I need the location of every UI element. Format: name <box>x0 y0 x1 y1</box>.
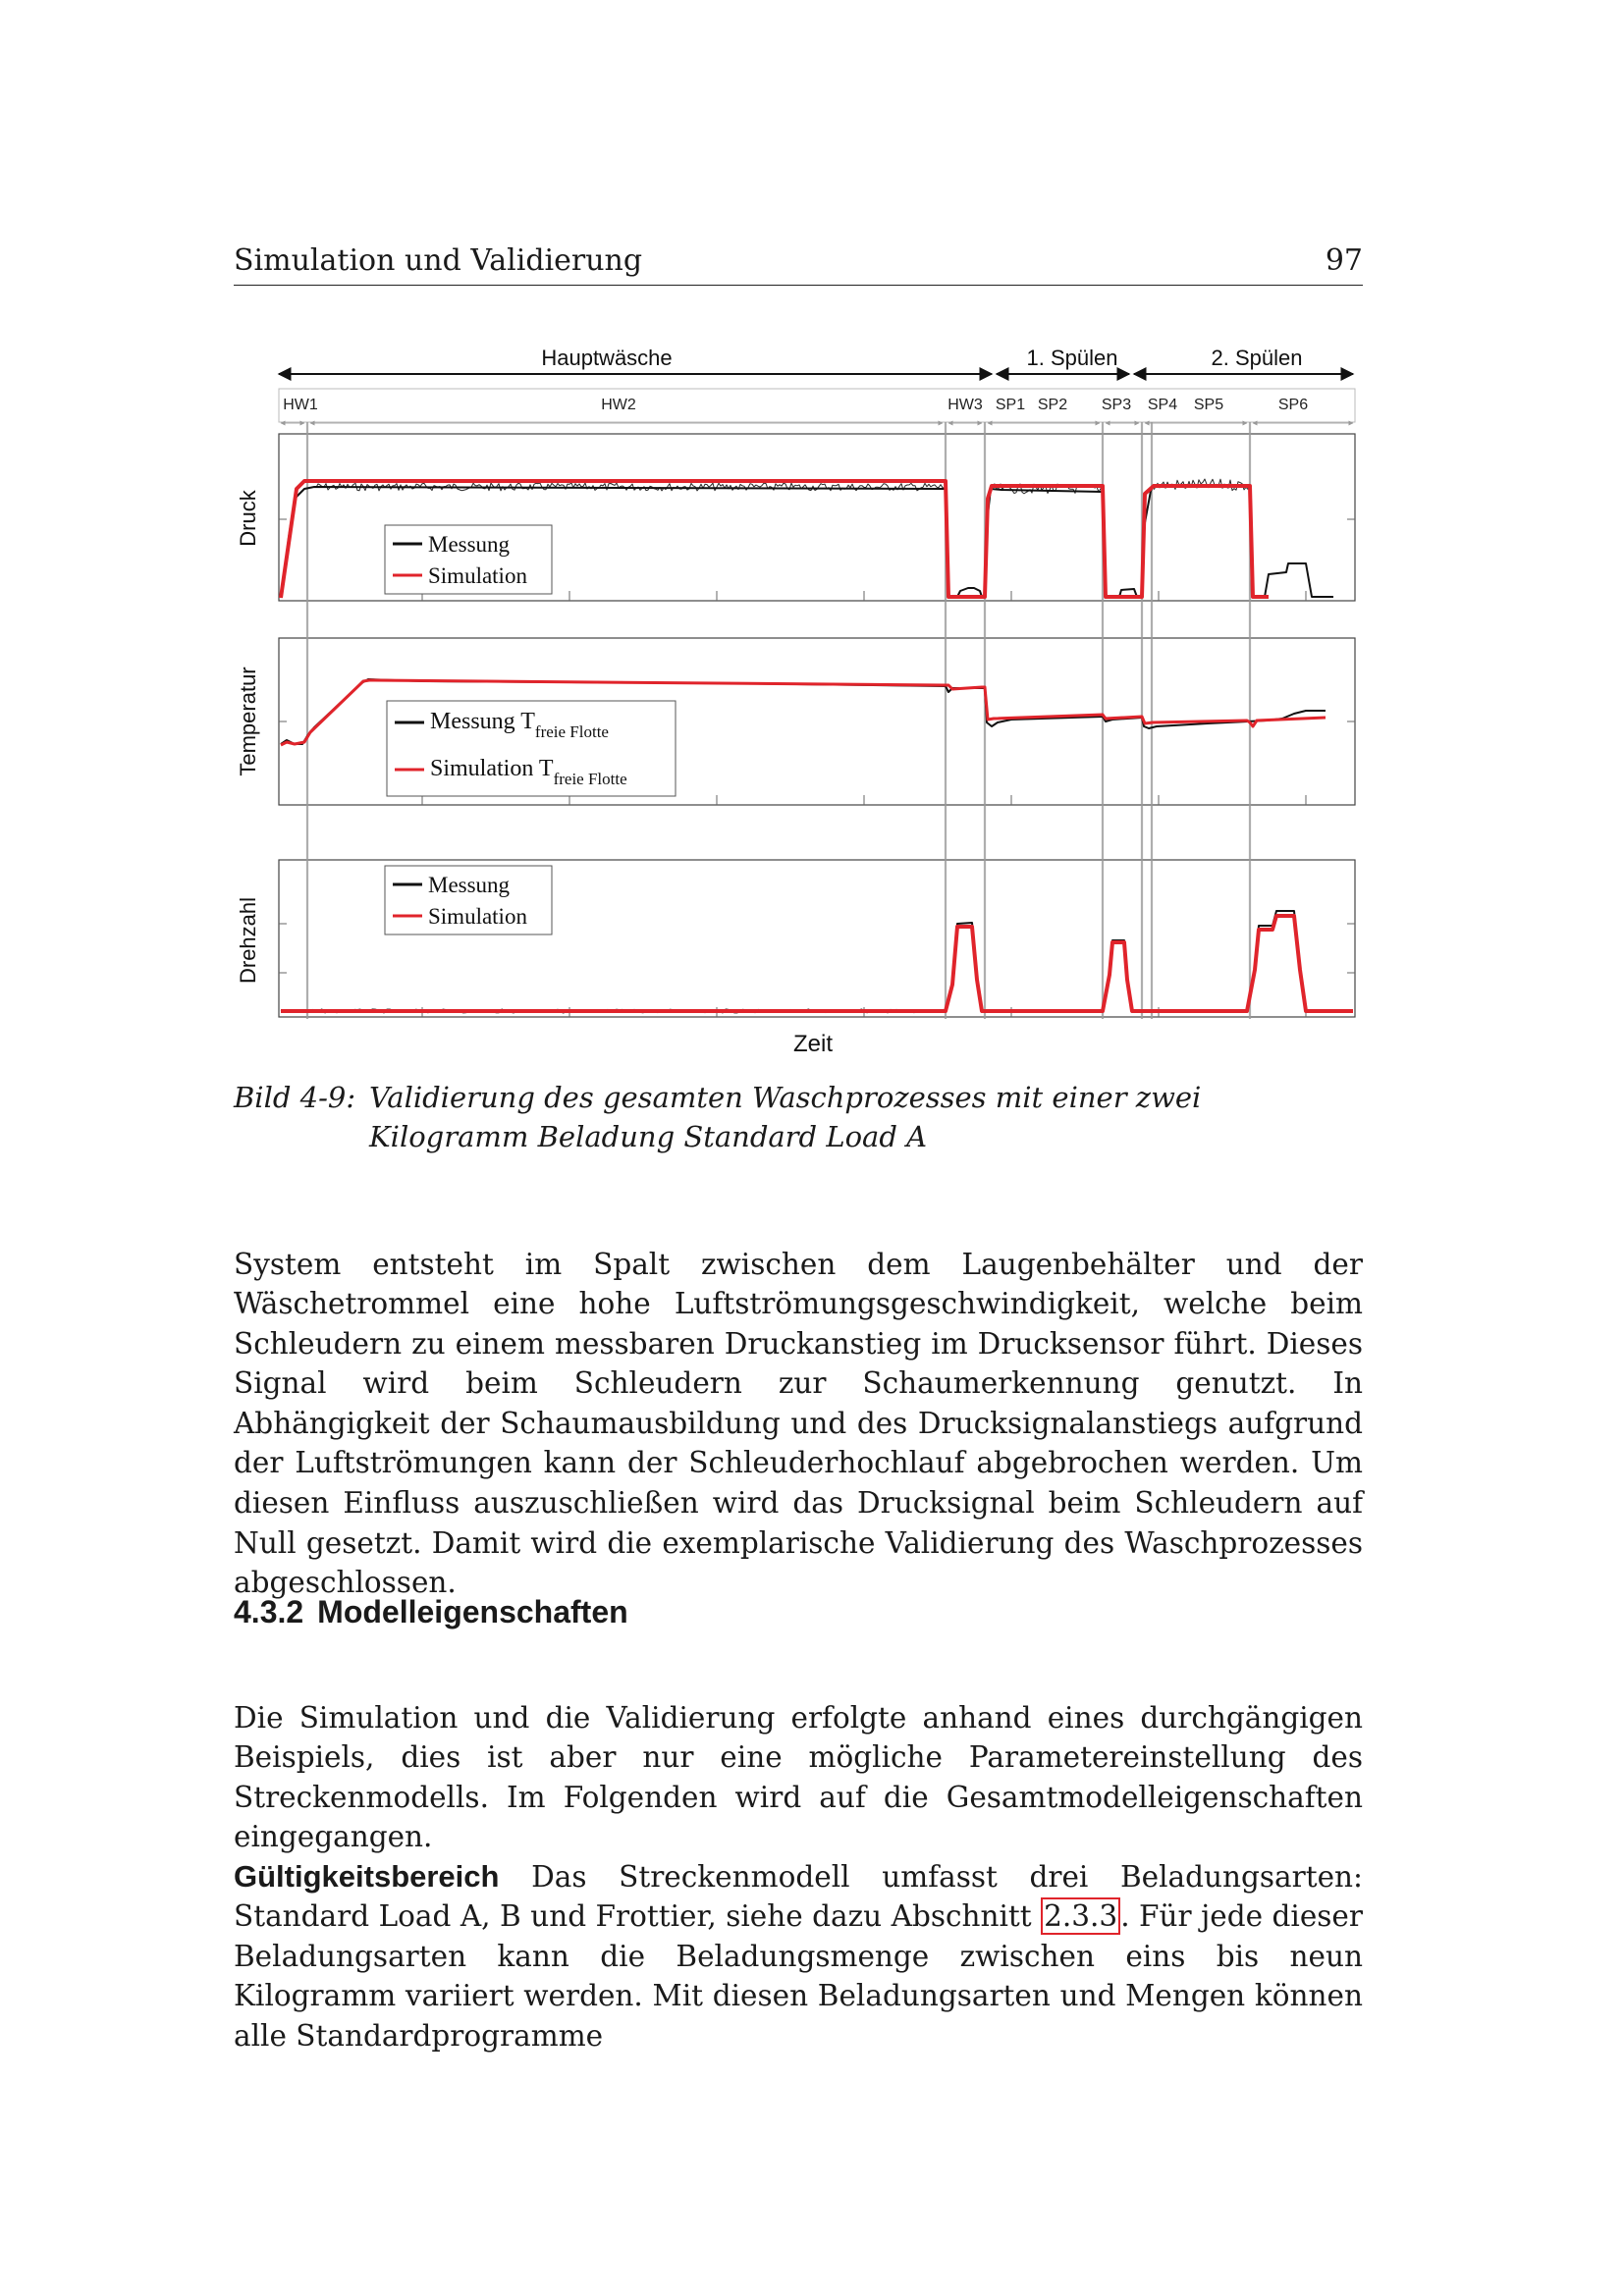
caption-label: Bild 4-9: <box>234 1081 356 1114</box>
phase-label-rinse1: 1. Spülen <box>1026 346 1118 370</box>
legend-speed-simulation: Simulation <box>428 904 527 929</box>
paragraph-3-text-a: Das Streckenmodell umfasst drei Beladungsarten: Standard Load A, B und Frottier, siehe dazu Abschnitt <box>234 1859 1363 1934</box>
caption-text: Validierung des gesamten Waschprozesses mit einer zwei Kilogramm Beladung Standard Load A <box>369 1081 1202 1153</box>
step-label-sp2: SP2 <box>1037 397 1068 413</box>
section-number: 4.3.2 <box>234 1594 304 1629</box>
legend-temp-simulation-sub: freie Flotte <box>553 770 627 788</box>
paragraph-3 <box>234 1857 1363 2056</box>
step-label-sp6: SP6 <box>1277 397 1309 413</box>
xlabel-time: Zeit <box>792 1031 834 1057</box>
legend-temp-simulation: Simulation T <box>430 756 554 781</box>
legend-pressure-simulation: Simulation <box>428 563 527 588</box>
step-label-sp5: SP5 <box>1193 397 1224 413</box>
legend-speed-measurement: Messung <box>428 873 511 897</box>
ylabel-speed: Drehzahl <box>236 896 260 985</box>
paragraph-3-text-b: . Für jede dieser Beladungsarten kann die Beladungsmenge zwischen eins bis neun Kilogramm variiert werden. Mit diesen Beladungsarten und Mengen können alle Standardprogramme <box>234 1899 1363 2053</box>
step-label-sp3: SP3 <box>1101 397 1132 413</box>
ylabel-pressure: Druck <box>236 490 260 547</box>
step-label-hw1: HW1 <box>283 397 318 413</box>
legend-pressure <box>385 525 552 594</box>
step-labels <box>283 397 1308 413</box>
paragraph-2: Die Simulation und die Validierung erfolgte anhand eines durchgängigen Beispiels, dies ist aber nur eine mögliche Parametereinstellung des Streckenmodells. Im Folgenden wird auf die Gesamtmodelleigenschaften eingegangen. <box>234 1700 1363 1854</box>
phase-arrows <box>279 346 1353 374</box>
section-title: Modelleigenschaften <box>317 1594 628 1629</box>
phase-label-rinse2: 2. Spülen <box>1211 346 1303 370</box>
paragraph-3-heading: Gültigkeitsbereich <box>234 1858 500 1894</box>
legend-speed <box>385 866 552 934</box>
legend-temp-measurement-sub: freie Flotte <box>534 722 609 741</box>
header-title: Simulation und Validierung <box>234 243 643 278</box>
legend-pressure-measurement: Messung <box>428 532 511 557</box>
step-label-sp1: SP1 <box>995 397 1026 413</box>
legend-temperature <box>387 701 676 796</box>
phase-label-main-wash: Hauptwäsche <box>541 346 673 370</box>
step-label-hw2: HW2 <box>601 397 636 413</box>
running-header <box>234 243 1363 286</box>
step-label-hw3: HW3 <box>947 397 983 413</box>
section-heading <box>234 1594 628 1630</box>
figure-wash-process <box>226 332 1375 1058</box>
step-label-sp4: SP4 <box>1147 397 1178 413</box>
legend-temp-measurement: Messung T <box>430 709 535 734</box>
paragraph-1: System entsteht im Spalt zwischen dem Laugenbehälter und der Wäschetrommel eine hohe Luftströmungsgeschwindigkeit, welche beim Schleudern zu einem messbaren Druckanstieg im Drucksensor führt. Dieses Signal wird beim Schleudern zur Schaumerkennung genutzt. In Abhängigkeit der Schaumausbildung und des Drucksignalanstiegs aufgrund der Luftströmungen kann der Schleuderhochlauf abgebrochen werden. Um diesen Einfluss auszuschließen wird das Drucksignal beim Schleudern auf Null gesetzt. Damit wird die exemplarische Validierung des Waschprozesses abgeschlossen. <box>234 1247 1363 1600</box>
ylabel-temperature: Temperatur <box>236 667 260 776</box>
section-reference-link[interactable]: 2.3.3 <box>1041 1897 1120 1935</box>
page-number: 97 <box>1325 243 1363 278</box>
